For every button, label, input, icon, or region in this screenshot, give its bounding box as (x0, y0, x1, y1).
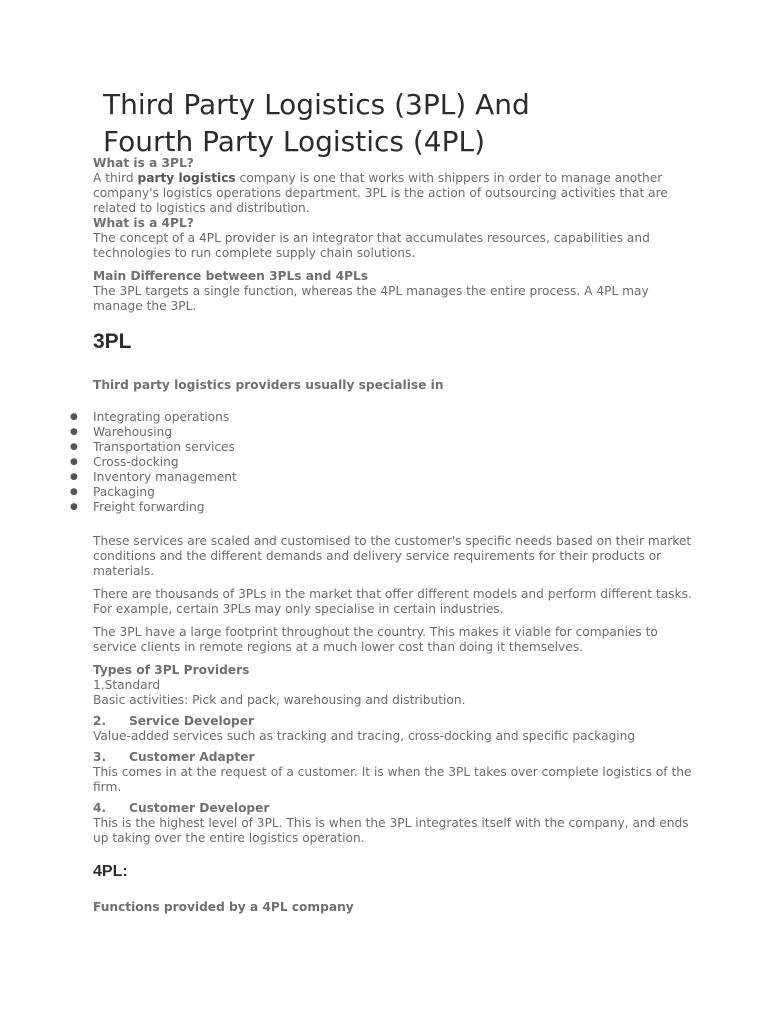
section-4pl-heading: 4PL: (93, 863, 128, 880)
question-3pl: What is a 3PL? (93, 156, 194, 170)
title-line-2: Fourth Party Logistics (4PL) (103, 125, 486, 158)
question-4pl: What is a 4PL? (93, 216, 194, 230)
list-item-text: Integrating operations (93, 410, 230, 424)
difference-text: The 3PL targets a single function, whereas the 4PL manages the entire process. A 4PL may manage the 3PL. (93, 284, 649, 313)
bullet-icon: ● (70, 502, 78, 512)
type-title: Customer Developer (129, 801, 270, 815)
section-4pl-subheading: Functions provided by a 4PL company (93, 900, 354, 914)
paragraph-footprint: The 3PL have a large footprint throughout the country. This makes it viable for companies to service clients in remote regions at a much lower cost than doing it themselves. (93, 625, 658, 654)
type-title: Service Developer (129, 714, 255, 728)
type-title: Standard (104, 678, 161, 692)
paragraph-scaled-services: These services are scaled and customised to the customer's specific needs based on their market conditions and the different demands and delivery service requirements for their products or materials. (93, 534, 692, 578)
specialisations-list (70, 410, 693, 515)
title-line-1: Third Party Logistics (3PL) And (103, 88, 530, 121)
list-item (70, 410, 693, 425)
list-item (70, 500, 693, 515)
list-item (70, 470, 693, 485)
bullet-icon: ● (70, 472, 78, 482)
type-number: 1. (93, 678, 105, 692)
list-item (70, 425, 693, 440)
bullet-icon: ● (70, 457, 78, 467)
type-number: 4. (93, 801, 107, 815)
section-3pl-subheading: Third party logistics providers usually specialise in (93, 378, 444, 392)
type-item-1 (93, 678, 693, 708)
list-item-text: Transportation services (93, 440, 235, 454)
list-item (70, 440, 693, 455)
answer-3pl (93, 171, 693, 216)
bullet-icon: ● (70, 442, 78, 452)
type-description: Basic activities: Pick and pack, warehousing and distribution. (93, 693, 466, 707)
paragraph-thousands-3pls: There are thousands of 3PLs in the market that offer different models and perform different tasks. For example, certain 3PLs may only specialise in certain industries. (93, 587, 692, 616)
type-item-2 (93, 714, 693, 744)
type-number: 3. (93, 750, 107, 764)
type-item-4 (93, 801, 693, 846)
list-item-text: Cross-docking (93, 455, 179, 469)
type-description: Value-added services such as tracking and tracing, cross-docking and specific packaging (93, 729, 636, 743)
list-item-text: Inventory management (93, 470, 237, 484)
answer-3pl-bold: party logistics (137, 171, 236, 185)
bullet-icon: ● (70, 427, 78, 437)
list-item-text: Warehousing (93, 425, 173, 439)
type-description: This comes in at the request of a customer. It is when the 3PL takes over complete logistics of the firm. (93, 765, 692, 794)
difference-heading: Main Difference between 3PLs and 4PLs (93, 269, 369, 283)
type-description: This is the highest level of 3PL. This is when the 3PL integrates itself with the company, and ends up taking over the entire logistics operation. (93, 816, 689, 845)
list-item (70, 485, 693, 500)
types-heading: Types of 3PL Providers (93, 663, 250, 677)
answer-4pl: The concept of a 4PL provider is an integrator that accumulates resources, capabilities and technologies to run complete supply chain solutions. (93, 231, 650, 260)
list-item-text: Freight forwarding (93, 500, 205, 514)
document-body (70, 156, 693, 915)
bullet-icon: ● (70, 412, 78, 422)
answer-3pl-prefix: A third (93, 171, 138, 185)
type-item-3 (93, 750, 693, 795)
list-item-text: Packaging (93, 485, 155, 499)
type-title: Customer Adapter (129, 750, 255, 764)
document-title (103, 86, 530, 160)
type-number: 2. (93, 714, 107, 728)
list-item (70, 455, 693, 470)
bullet-icon: ● (70, 487, 78, 497)
answer-3pl-rest: company is one that works with shippers in order to manage another company's logistics operations department. 3PL is the action of outsourcing activities that are related to logistics and distribution. (93, 171, 668, 215)
section-3pl-heading: 3PL (93, 330, 132, 353)
